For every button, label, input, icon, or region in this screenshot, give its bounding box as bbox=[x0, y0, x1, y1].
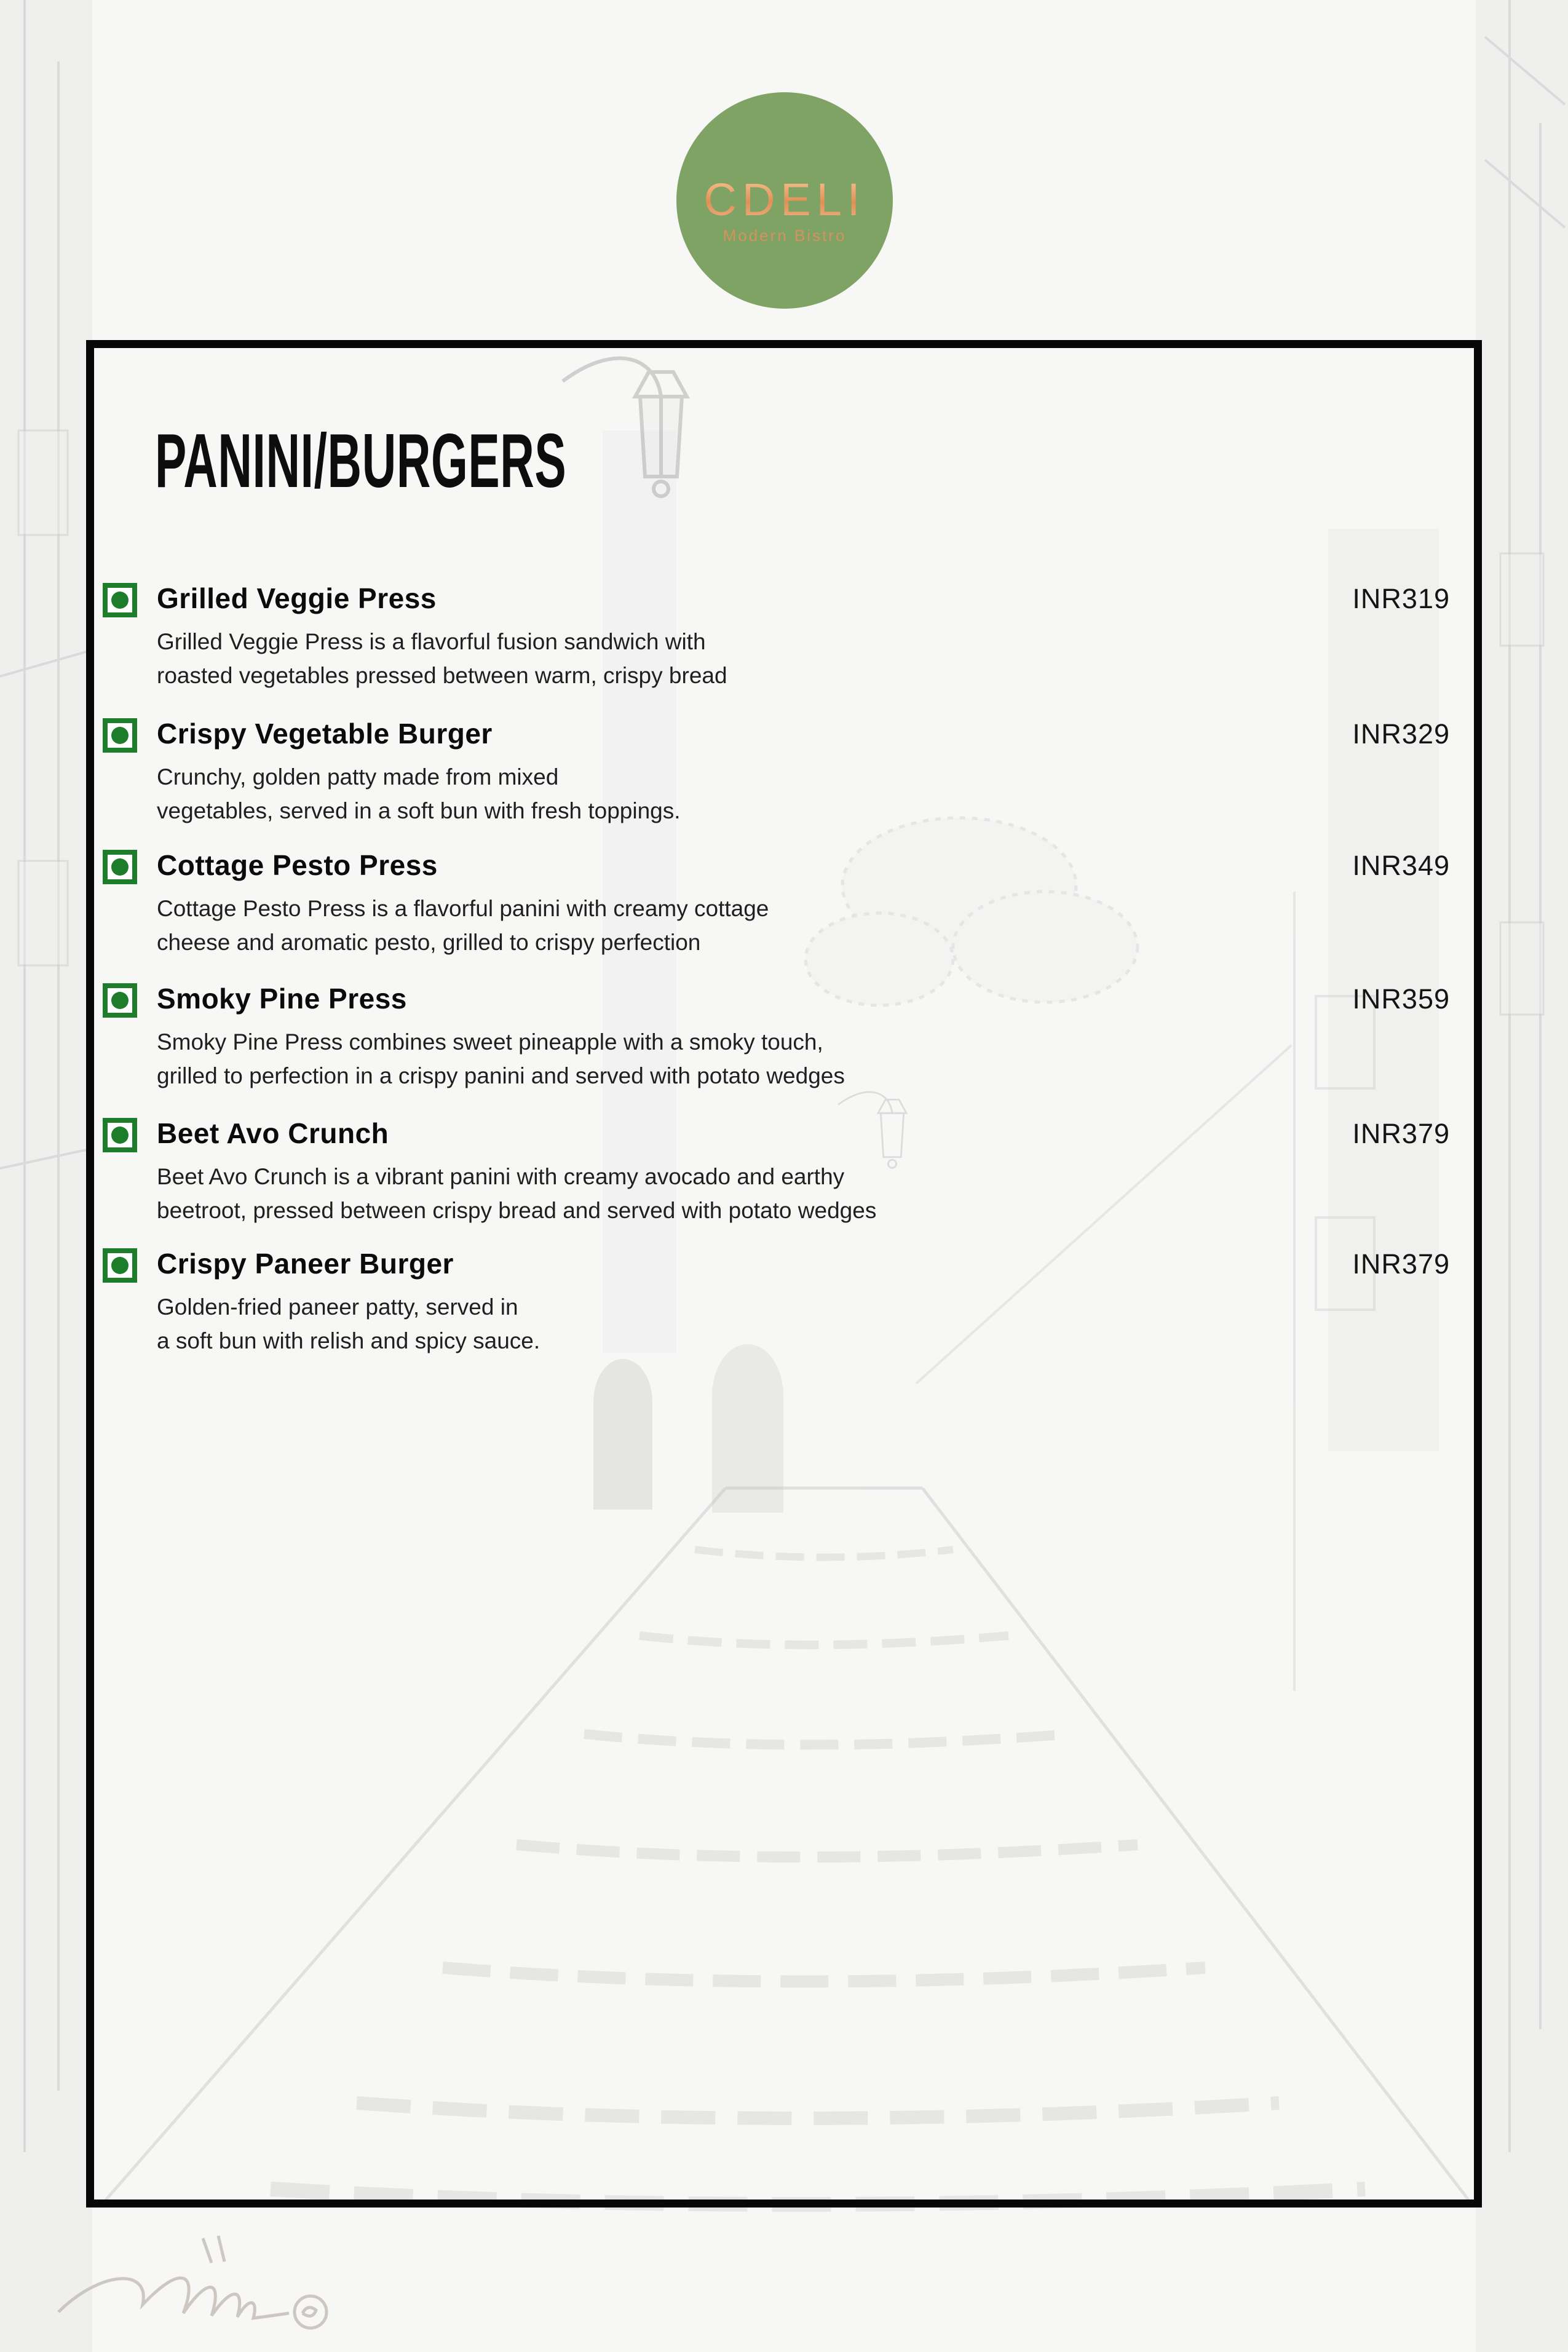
item-description-line: beetroot, pressed between crispy bread and served with potato wedges bbox=[157, 1198, 877, 1223]
veg-dot bbox=[111, 858, 129, 876]
veg-indicator-icon bbox=[103, 1248, 137, 1283]
section-title: PANINI/BURGERS bbox=[155, 419, 567, 504]
veg-indicator-icon bbox=[103, 583, 137, 617]
item-description-line: Golden-fried paneer patty, served in bbox=[157, 1294, 518, 1320]
item-price: INR359 bbox=[1352, 983, 1450, 1015]
veg-indicator-icon bbox=[103, 1118, 137, 1152]
item-description bbox=[157, 1025, 845, 1093]
veg-indicator-icon bbox=[103, 850, 137, 884]
restaurant-logo bbox=[676, 92, 893, 309]
item-description-line: a soft bun with relish and spicy sauce. bbox=[157, 1328, 540, 1353]
veg-dot bbox=[111, 992, 129, 1009]
item-name: Crispy Vegetable Burger bbox=[157, 718, 493, 750]
item-description-line: Grilled Veggie Press is a flavorful fusion sandwich with bbox=[157, 629, 706, 654]
item-description bbox=[157, 1160, 876, 1227]
veg-indicator-icon bbox=[103, 983, 137, 1018]
item-description-line: cheese and aromatic pesto, grilled to crispy perfection bbox=[157, 930, 701, 955]
item-description-line: roasted vegetables pressed between warm, crispy bread bbox=[157, 663, 727, 688]
item-price: INR329 bbox=[1352, 718, 1450, 750]
item-description bbox=[157, 892, 769, 959]
item-description-line: Crunchy, golden patty made from mixed bbox=[157, 764, 559, 790]
item-description bbox=[157, 760, 681, 828]
item-description-line: grilled to perfection in a crispy panini and served with potato wedges bbox=[157, 1063, 845, 1088]
item-price: INR349 bbox=[1352, 850, 1450, 881]
veg-dot bbox=[111, 1127, 129, 1144]
item-name: Beet Avo Crunch bbox=[157, 1117, 389, 1149]
item-price: INR379 bbox=[1352, 1118, 1450, 1149]
item-description bbox=[157, 625, 727, 692]
item-description-line: Smoky Pine Press combines sweet pineapple with a smoky touch, bbox=[157, 1029, 823, 1055]
veg-dot bbox=[111, 727, 129, 744]
veg-indicator-icon bbox=[103, 718, 137, 753]
logo-wordmark: CDELI bbox=[703, 173, 866, 225]
signature-mark bbox=[58, 2236, 327, 2328]
item-price: INR319 bbox=[1352, 583, 1450, 614]
item-description bbox=[157, 1290, 540, 1358]
item-name: Smoky Pine Press bbox=[157, 983, 407, 1015]
item-description-line: Cottage Pesto Press is a flavorful panini with creamy cottage bbox=[157, 896, 769, 921]
item-price: INR379 bbox=[1352, 1248, 1450, 1280]
item-name: Grilled Veggie Press bbox=[157, 582, 437, 614]
item-description-line: Beet Avo Crunch is a vibrant panini with creamy avocado and earthy bbox=[157, 1164, 845, 1189]
item-description-line: vegetables, served in a soft bun with fresh toppings. bbox=[157, 798, 681, 823]
logo-tagline: Modern Bistro bbox=[723, 226, 847, 245]
item-name: Cottage Pesto Press bbox=[157, 849, 438, 881]
veg-dot bbox=[111, 592, 129, 609]
veg-dot bbox=[111, 1257, 129, 1274]
item-name: Crispy Paneer Burger bbox=[157, 1248, 454, 1280]
